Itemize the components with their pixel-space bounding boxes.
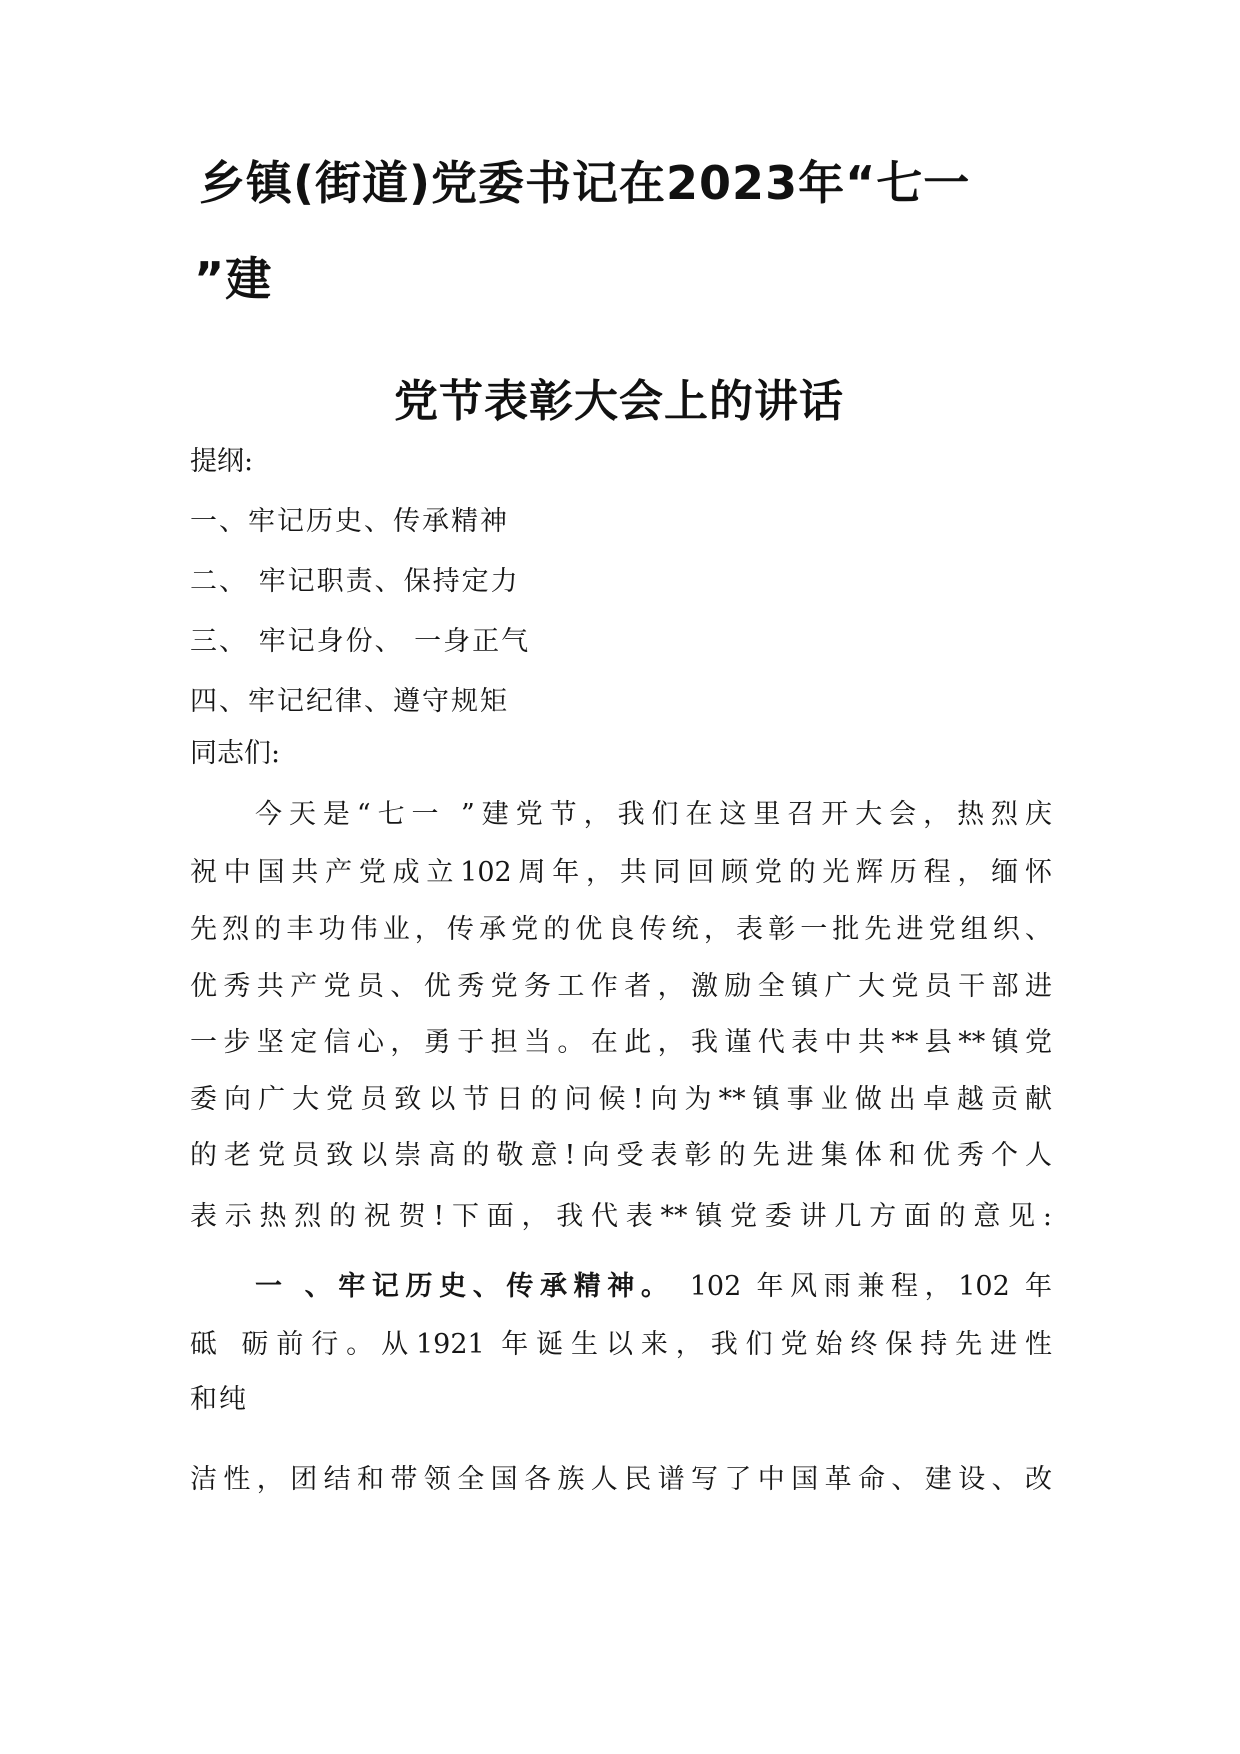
paragraph-line: 祝中国共产党成立102周年，共同回顾党的光辉历程，缅怀 [190, 857, 1052, 888]
paragraph-line: 的老党员致以崇高的敬意!向受表彰的先进集体和优秀个人 [190, 1140, 1052, 1171]
section-1-line-1-text: 102 年风雨兼程，102 年 [674, 1271, 1052, 1302]
section-1-line-3: 和纯 [190, 1384, 248, 1415]
document-subtitle: 党节表彰大会上的讲话 [394, 376, 844, 427]
paragraph-line: 优秀共产党员、优秀党务工作者，激励全镇广大党员干部进 [190, 971, 1052, 1002]
outline-label: 提纲: [190, 446, 254, 477]
section-1-line-2: 砥 砺前行。从1921 年诞生以来，我们党始终保持先进性 [190, 1329, 1052, 1360]
section-1-first-line [255, 1270, 1052, 1304]
paragraph-line: 今天是“七一 ”建党节，我们在这里召开大会，热烈庆 [255, 799, 1052, 830]
document-title-line-1: 乡镇(街道)党委书记在2023年“七一 [199, 156, 971, 210]
paragraph-line: 一步坚定信心，勇于担当。在此，我谨代表中共**县**镇党 [190, 1027, 1052, 1058]
section-1-heading: 一 、牢记历史、传承精神。 [255, 1271, 675, 1302]
paragraph-line: 表示热烈的祝贺!下面，我代表**镇党委讲几方面的意见: [190, 1201, 1052, 1232]
document-title-line-2: ”建 [194, 252, 273, 306]
greeting: 同志们: [190, 738, 281, 769]
paragraph-line: 委向广大党员致以节日的问候!向为**镇事业做出卓越贡献 [190, 1084, 1052, 1115]
section-1-line-4: 洁性，团结和带领全国各族人民谱写了中国革命、建设、改 [190, 1464, 1052, 1495]
outline-item-3: 三、 牢记身份、 一身正气 [190, 626, 531, 657]
paragraph-line: 先烈的丰功伟业，传承党的优良传统，表彰一批先进党组织、 [190, 914, 1052, 945]
outline-item-1: 一、牢记历史、传承精神 [190, 506, 509, 537]
outline-item-4: 四、牢记纪律、遵守规矩 [190, 686, 509, 717]
outline-item-2: 二、 牢记职责、保持定力 [190, 566, 520, 597]
